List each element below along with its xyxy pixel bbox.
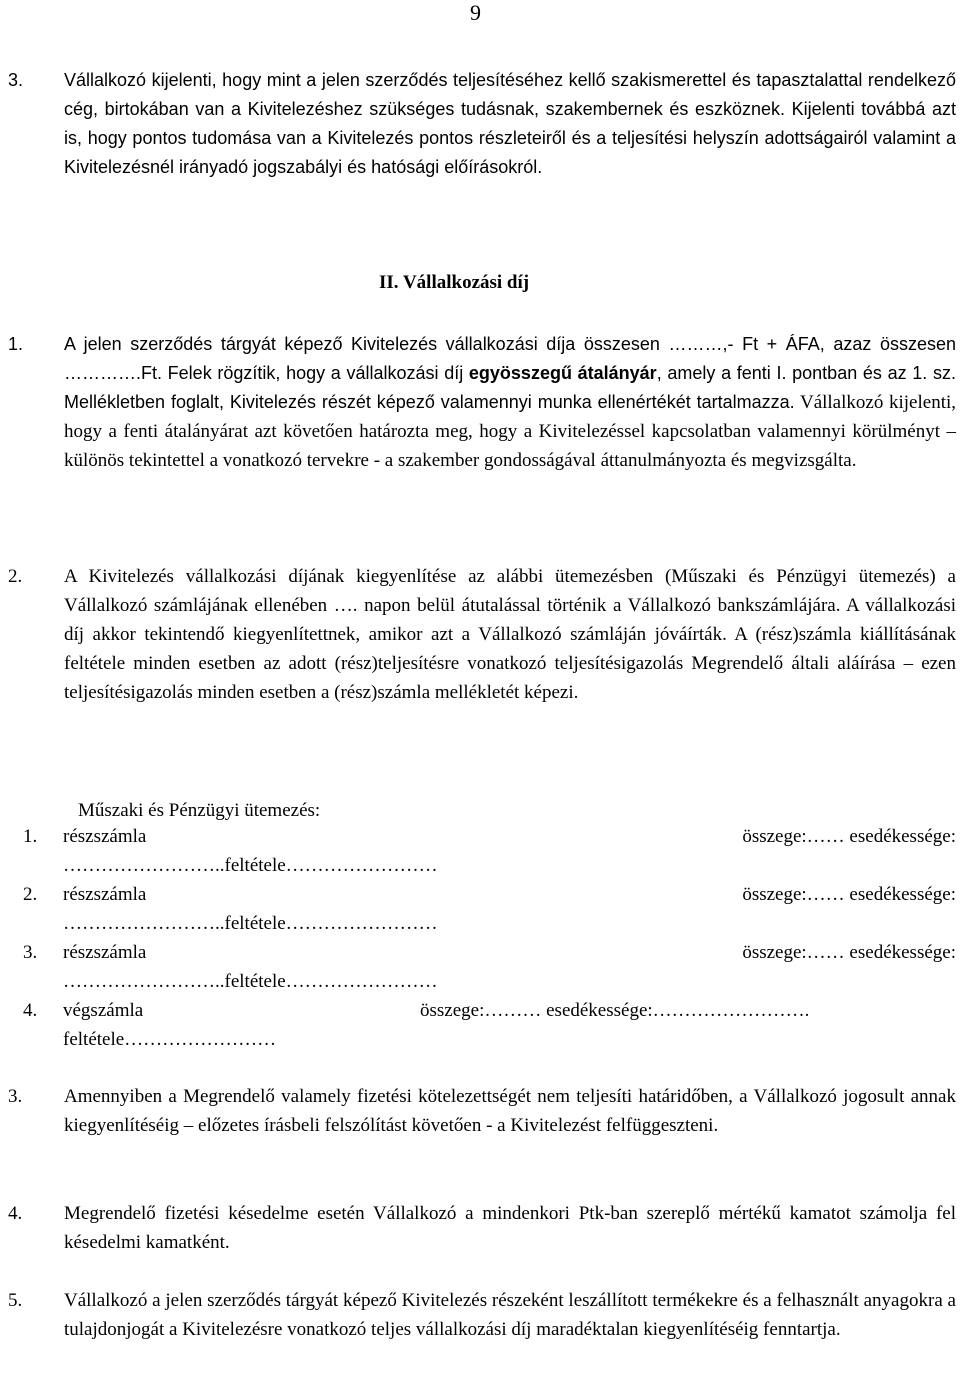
schedule-row-label: részszámla bbox=[63, 826, 147, 847]
fee-type-bold: egyösszegű átalányár bbox=[468, 363, 657, 383]
schedule-row-number: 1. bbox=[23, 826, 38, 847]
schedule-row-label: részszámla bbox=[63, 942, 147, 963]
clause-3-suspension bbox=[8, 1082, 956, 1140]
fee-text-part3: Vállalkozó kijelenti, hogy a fenti átalányárat azt követően határozta meg, hogy a Kivitelezéssel kapcsolatban valamennyi körülményt – különös tekintettel a vonatkozó tervekre - a szakember gondosságával áttanulmányozta és megvizsgálta. bbox=[64, 392, 957, 471]
fee-text-part1: A jelen szerződés tárgyát képező Kivitelezés vállalkozási díja összesen ………,- Ft + ÁFA, azaz összesen ………….Ft. Felek rögzítik, hogy a vállalkozási díj bbox=[64, 334, 956, 383]
schedule-row-1-condition bbox=[23, 851, 956, 880]
schedule-row-final-condition bbox=[23, 1025, 956, 1054]
clause-5-ownership bbox=[8, 1286, 956, 1344]
clause-4-late-interest bbox=[8, 1199, 956, 1257]
schedule-row-label: végszámla bbox=[63, 1000, 144, 1021]
clause-number: 2. bbox=[8, 566, 23, 587]
clause-text: Megrendelő fizetési késedelme esetén Vállalkozó a mindenkori Ptk-ban szereplő mértékű kamatot számolja fel késedelmi kamatként. bbox=[64, 1203, 956, 1253]
clause-number: 3. bbox=[8, 1086, 23, 1107]
schedule-row-condition: ……………………..feltétele…………………… bbox=[63, 971, 438, 992]
clause-number: 3. bbox=[8, 70, 24, 90]
clause-number: 5. bbox=[8, 1290, 23, 1311]
clause-2-payment bbox=[8, 562, 956, 707]
schedule-row-label: részszámla bbox=[63, 884, 147, 905]
fee-text-part2: , amely a fenti I. pontban és az 1. sz. Mellékletben foglalt, Kivitelezés részét képező valamennyi munka ellenértékét tartalmazza. bbox=[64, 363, 956, 412]
schedule-row-amount: összege:…… esedékessége: bbox=[742, 884, 956, 905]
schedule-row-amount: összege:……… esedékessége:……………………. bbox=[420, 1000, 810, 1021]
schedule-row-number: 2. bbox=[23, 884, 38, 905]
clause-text: Vállalkozó kijelenti, hogy mint a jelen szerződés teljesítéséhez kellő szakismerettel és tapasztalattal rendelkező cég, birtokában van a Kivitelezéshez szükséges tudásnak, szakembernek és eszköznek. Kijelenti továbbá azt is, hogy pontos tudomása van a Kivitelezés pontos részleteiről és a teljesítési helyszín adottságairól valamint a Kivitelezésnél irányadó jogszabályi és hatósági előírásokról. bbox=[64, 70, 956, 177]
schedule-row-2 bbox=[23, 880, 956, 909]
schedule-row-condition: feltétele…………………… bbox=[63, 1029, 277, 1050]
schedule-title: Műszaki és Pénzügyi ütemezés: bbox=[78, 800, 321, 821]
clause-number: 1. bbox=[8, 334, 24, 354]
clause-1-fee bbox=[8, 330, 956, 475]
schedule-row-number: 4. bbox=[23, 1000, 38, 1021]
schedule-row-amount: összege:…… esedékessége: bbox=[742, 942, 956, 963]
clause-text: Vállalkozó a jelen szerződés tárgyát képező Kivitelezés részeként leszállított termékekre és a felhasznált anyagokra a tulajdonjogát a Kivitelezésre vonatkozó teljes vállalkozási díj maradéktalan kiegyenlítéséig fenntartja. bbox=[64, 1290, 956, 1340]
page-number: 9 bbox=[470, 0, 481, 25]
clause-3-intro bbox=[8, 66, 956, 182]
schedule-row-2-condition bbox=[23, 909, 956, 938]
schedule-row-number: 3. bbox=[23, 942, 38, 963]
clause-text: A Kivitelezés vállalkozási díjának kiegyenlítése az alábbi ütemezésben (Műszaki és Pénzügyi ütemezés) a Vállalkozó számlájának ellenében …. napon belül átutalással történik a Vállalkozó bankszámlájára. A vállalkozási díj akkor tekintendő kiegyenlítettnek, amikor azt a Vállalkozó számláján jóváírták. A (rész)számla kiállításának feltétele minden esetben az adott (rész)teljesítésre vonatkozó teljesítésigazolás Megrendelő általi aláírása – ezen teljesítésigazolás minden esetben a (rész)számla mellékletét képezi. bbox=[64, 566, 956, 703]
section-heading: II. Vállalkozási díj bbox=[379, 272, 530, 293]
schedule-row-3 bbox=[23, 938, 956, 967]
schedule-row-1 bbox=[23, 822, 956, 851]
clause-number: 4. bbox=[8, 1203, 23, 1224]
schedule-row-condition: ……………………..feltétele…………………… bbox=[63, 913, 438, 934]
schedule-row-amount: összege:…… esedékessége: bbox=[742, 826, 956, 847]
schedule-row-condition: ……………………..feltétele…………………… bbox=[63, 855, 438, 876]
clause-text bbox=[64, 330, 956, 475]
schedule-row-final bbox=[23, 996, 956, 1025]
schedule-row-3-condition bbox=[23, 967, 956, 996]
clause-text: Amennyiben a Megrendelő valamely fizetési kötelezettségét nem teljesíti határidőben, a Vállalkozó jogosult annak kiegyenlítéséig – előzetes írásbeli felszólítást követően - a Kivitelezést felfüggeszteni. bbox=[64, 1086, 956, 1136]
